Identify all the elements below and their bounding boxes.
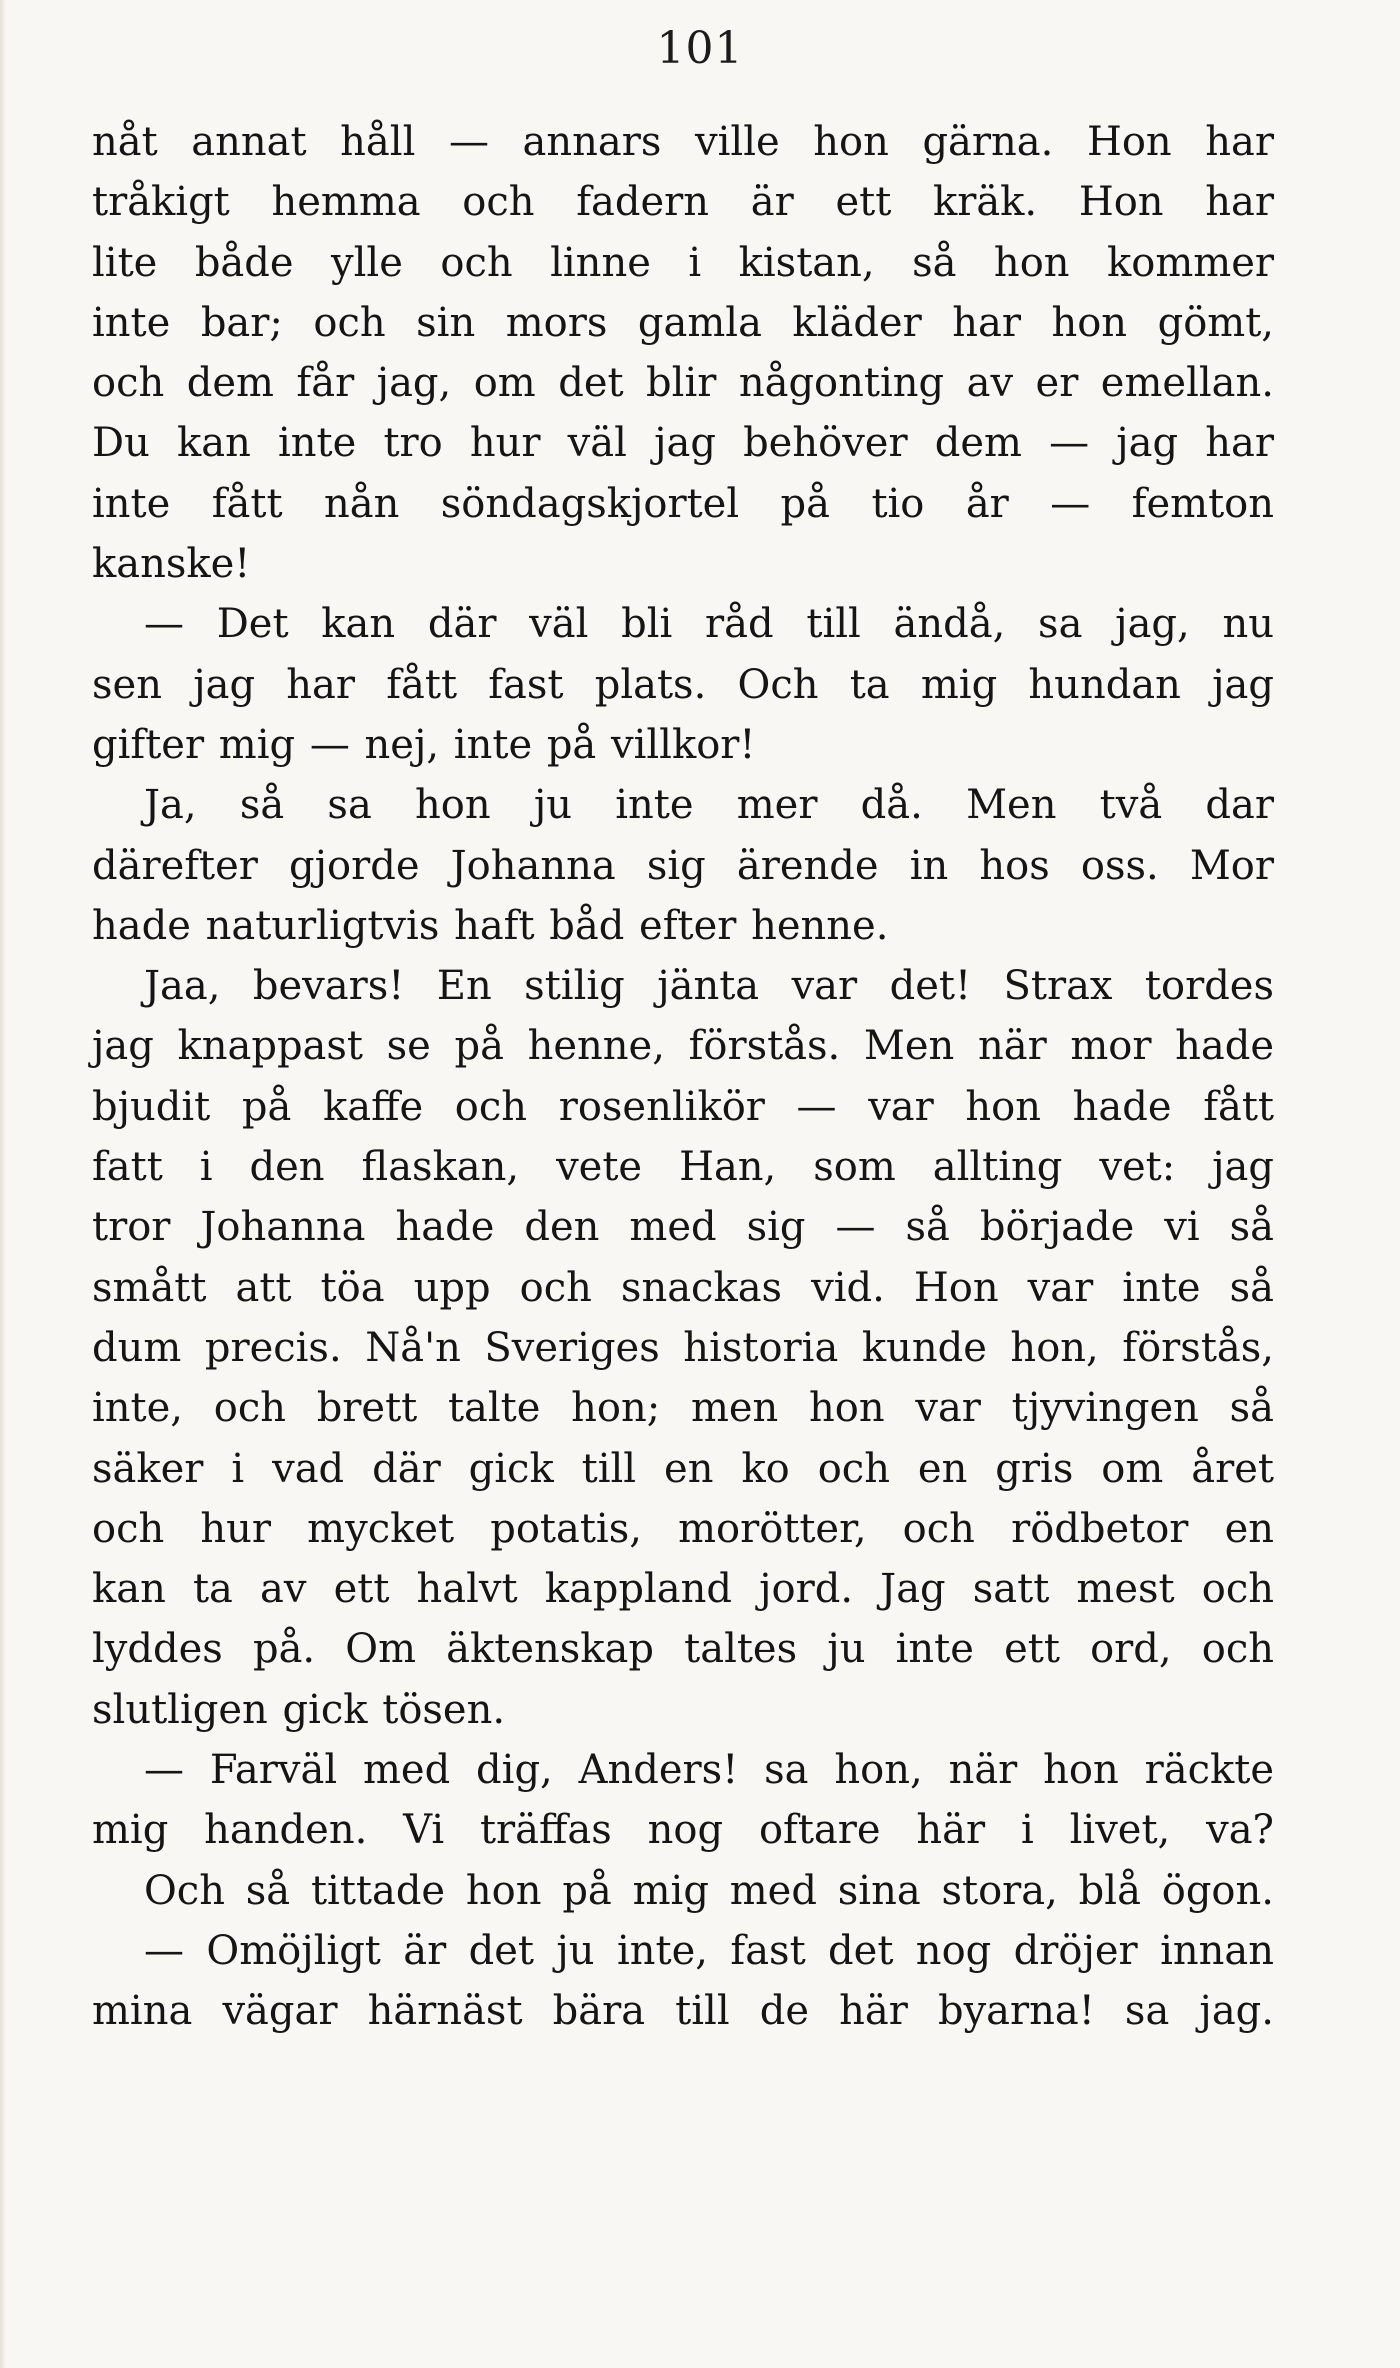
text-line: nåt annat håll — annars ville hon gärna. Hon har <box>92 119 1274 165</box>
text-line: inte bar; och sin mors gamla kläder har hon gömt, <box>92 299 1274 346</box>
text-line: tror Johanna hade den med sig — så började vi så <box>92 1204 1274 1251</box>
text-line: lite både ylle och linne i kistan, så hon kommer <box>92 239 1274 286</box>
text-line: fatt i den flaskan, vete Han, som allting vet: jag <box>92 1144 1274 1191</box>
body-text <box>92 112 1274 2042</box>
text-line: lyddes på. Om äktenskap taltes ju inte ett ord, och <box>92 1626 1274 1673</box>
text-line: gifter mig — nej, inte på villkor! <box>92 721 756 768</box>
text-line: Du kan inte tro hur väl jag behöver dem — jag har <box>92 420 1274 467</box>
text-line: Och så tittade hon på mig med sina stora, blå ögon. <box>144 1867 1274 1914</box>
text-line: inte fått nån söndagskjortel på tio år — femton <box>92 480 1274 527</box>
text-line: Jaa, bevars! En stilig jänta var det! Strax tordes <box>144 963 1274 1010</box>
page-edge-shadow <box>0 0 6 2368</box>
text-line: inte, och brett talte hon; men hon var tjyvingen så <box>92 1385 1274 1432</box>
text-line: dum precis. Nå'n Sveriges historia kunde hon, förstås, <box>92 1324 1274 1371</box>
text-line: därefter gjorde Johanna sig ärende in hos oss. Mor <box>92 842 1274 889</box>
text-line: Ja, så sa hon ju inte mer då. Men två dar <box>144 782 1274 829</box>
text-line: jag knappast se på henne, förstås. Men när mor hade <box>92 1023 1274 1070</box>
text-line: mig handen. Vi träffas nog oftare här i livet, va? <box>92 1807 1274 1854</box>
text-line: och hur mycket potatis, morötter, och rödbetor en <box>92 1505 1274 1552</box>
text-line: kanske! <box>92 541 251 588</box>
text-line: smått att töa upp och snackas vid. Hon var inte så <box>92 1264 1274 1311</box>
text-line: mina vägar härnäst bära till de här byarna! sa jag. <box>92 1988 1274 2035</box>
text-line: och dem får jag, om det blir någonting av er emellan. <box>92 360 1274 407</box>
text-line: bjudit på kaffe och rosenlikör — var hon hade fått <box>92 1083 1274 1130</box>
text-line: — Det kan där väl bli råd till ändå, sa jag, nu <box>144 601 1274 648</box>
text-line: — Omöjligt är det ju inte, fast det nog dröjer innan <box>144 1927 1274 1974</box>
text-line: sen jag har fått fast plats. Och ta mig hundan jag <box>92 661 1274 708</box>
text-line: slutligen gick tösen. <box>92 1686 506 1733</box>
text-line: kan ta av ett halvt kappland jord. Jag satt mest och <box>92 1566 1274 1613</box>
text-line: säker i vad där gick till en ko och en gris om året <box>92 1445 1274 1492</box>
text-line: tråkigt hemma och fadern är ett kräk. Hon har <box>92 179 1274 226</box>
page-number: 101 <box>656 23 744 74</box>
text-line: hade naturligtvis haft båd efter henne. <box>92 902 889 949</box>
text-line: — Farväl med dig, Anders! sa hon, när hon räckte <box>144 1747 1274 1794</box>
